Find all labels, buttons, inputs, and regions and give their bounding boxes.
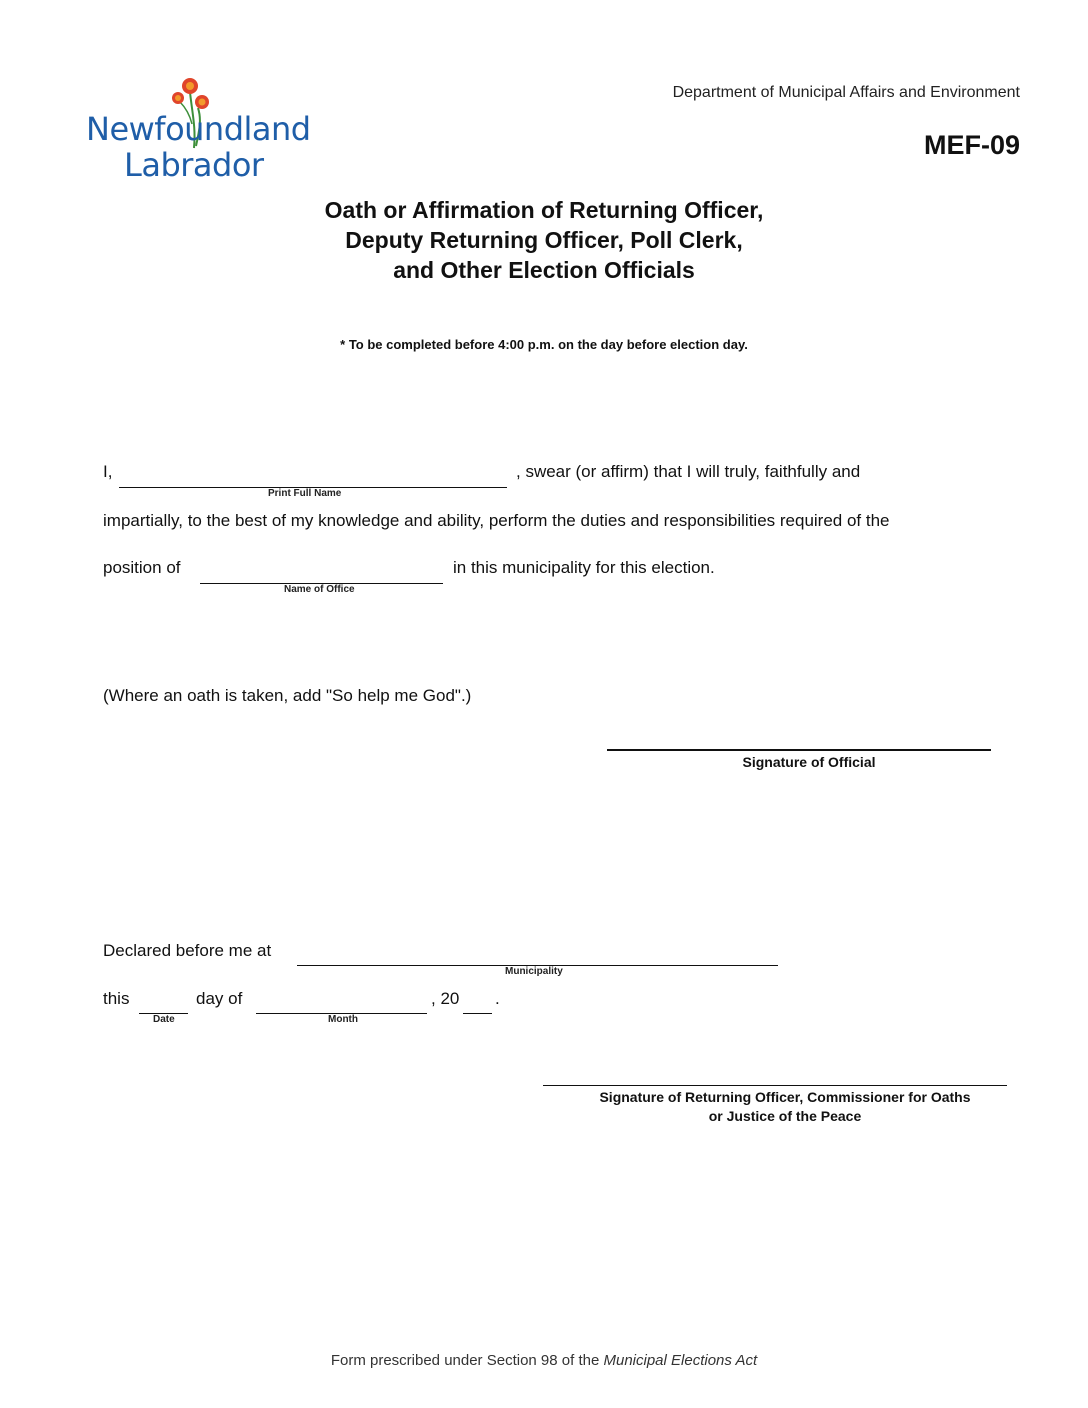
returning-caption-line-1: Signature of Returning Officer, Commissioner for Oaths: [599, 1089, 971, 1105]
official-signature-caption: Signature of Official: [742, 754, 876, 770]
day-of-label: day of: [196, 989, 243, 1008]
title-line-3: and Other Election Officials: [393, 257, 695, 283]
title-line-2: Deputy Returning Officer, Poll Clerk,: [345, 227, 743, 253]
logo-labrador: Labrador: [124, 146, 264, 184]
oath-swear-text: , swear (or affirm) that I will truly, faithfully and: [516, 462, 861, 481]
returning-officer-signature-caption: [543, 1088, 1027, 1126]
government-logo: [86, 72, 311, 187]
oath-god-note: (Where an oath is taken, add "So help me God".): [103, 686, 472, 705]
date-caption: Date: [153, 1014, 175, 1025]
declaration-period: .: [495, 989, 500, 1008]
full-name-caption: Print Full Name: [268, 488, 342, 499]
month-caption: Month: [328, 1014, 358, 1025]
position-label: position of: [103, 558, 181, 577]
declared-label: Declared before me at: [103, 941, 272, 960]
footer-note: [0, 1352, 1088, 1369]
title-line-1: Oath or Affirmation of Returning Officer,: [324, 197, 764, 223]
this-label: this: [103, 989, 130, 1008]
form-code: MEF-09: [923, 130, 1020, 160]
year-field[interactable]: [463, 1013, 492, 1014]
footer-prefix: Form prescribed under Section 98 of the: [330, 1352, 604, 1369]
oath-duties-text: impartially, to the best of my knowledge and ability, perform the duties and responsibilities required of the: [103, 511, 890, 530]
completion-note: * To be completed before 4:00 p.m. on the day before election day.: [340, 337, 748, 352]
returning-officer-signature-field[interactable]: [543, 1085, 1007, 1086]
oath-municipality-text: in this municipality for this election.: [453, 558, 715, 577]
department-name: Department of Municipal Affairs and Environment: [672, 84, 1020, 101]
office-name-caption: Name of Office: [284, 584, 355, 595]
returning-caption-line-2: or Justice of the Peace: [708, 1108, 862, 1124]
footer-act-name: Municipal Elections Act: [603, 1352, 758, 1369]
municipality-caption: Municipality: [505, 966, 563, 977]
oath-prefix: I,: [103, 462, 113, 481]
year-prefix: , 20: [431, 989, 460, 1008]
official-signature-field[interactable]: [607, 749, 991, 751]
logo-newfoundland: Newfoundland: [86, 110, 311, 148]
form-title: [0, 195, 1088, 285]
